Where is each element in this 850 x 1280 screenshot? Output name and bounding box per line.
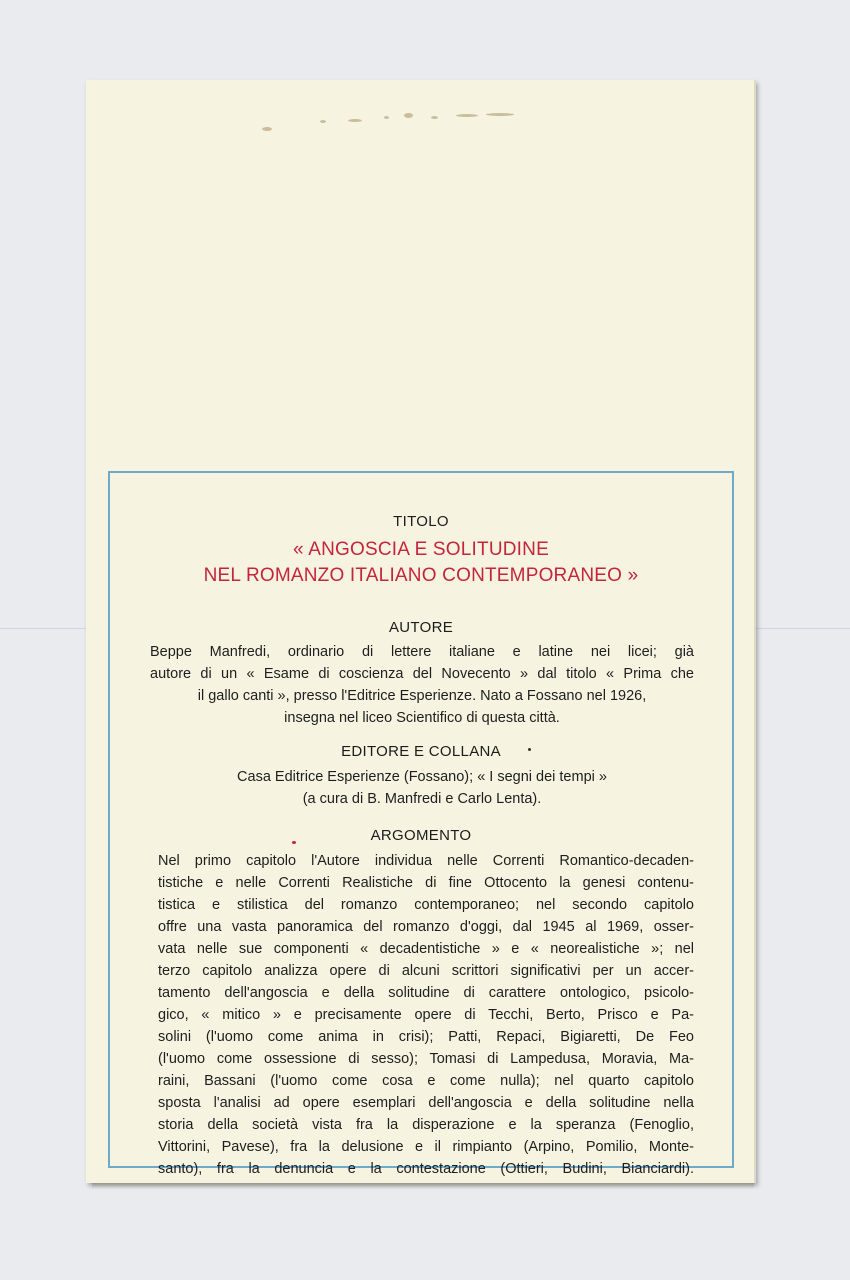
argomento-heading: ARGOMENTO — [370, 827, 472, 844]
autore-text — [150, 641, 694, 729]
argomento-line: solini (l'uomo come anima in crisi); Patti, Repaci, Bigiaretti, De Feo — [158, 1029, 694, 1045]
autore-line: autore di un « Esame di coscienza del Novecento » dal titolo « Prima che — [150, 666, 694, 682]
argomento-line: (l'uomo come ossessione di sesso); Tomasi di Lampedusa, Moravia, Ma- — [158, 1051, 694, 1067]
argomento-line: storia della società vista fra la disperazione e la speranza (Fenoglio, — [158, 1117, 694, 1133]
argomento-line: sposta l'analisi ad opere esemplari dell'angoscia e della solitudine nella — [158, 1095, 694, 1111]
paper-speckle — [486, 113, 514, 116]
paper-speckle — [404, 113, 413, 118]
info-panel — [108, 471, 734, 1177]
paper-speckle — [348, 119, 362, 122]
argomento-line: tamento dell'angoscia e della solitudine di carattere ontologico, psicolo- — [158, 985, 694, 1001]
argomento-line: tistica e stilistica del romanzo contemporaneo; nel secondo capitolo — [158, 897, 694, 913]
autore-line: insegna nel liceo Scientifico di questa città. — [284, 710, 560, 726]
argomento-line: santo), fra la denuncia e la contestazione (Ottieri, Budini, Bianciardi). — [158, 1161, 694, 1177]
argomento-line: Nel primo capitolo l'Autore individua nelle Correnti Romantico-decaden- — [158, 853, 694, 869]
titolo-heading: TITOLO — [393, 513, 449, 530]
paper-speckle — [456, 114, 478, 117]
autore-line: Beppe Manfredi, ordinario di lettere italiane e latine nei licei; già — [150, 644, 694, 660]
paper-speckle — [320, 120, 326, 123]
argomento-line: offre una vasta panoramica del romanzo d'oggi, dal 1945 al 1969, osser- — [158, 919, 694, 935]
argomento-line: terzo capitolo analizza opere di alcuni scrittori significativi per un accer- — [158, 963, 694, 979]
autore-line: il gallo canti », presso l'Editrice Esperienze. Nato a Fossano nel 1926, — [197, 688, 647, 704]
argomento-line: raini, Bassani (l'uomo come cosa e come nulla); nel quarto capitolo — [158, 1073, 694, 1089]
book-title-line-2: NEL ROMANZO ITALIANO CONTEMPORANEO » — [203, 565, 639, 586]
editore-line: (a cura di B. Manfredi e Carlo Lenta). — [302, 791, 542, 807]
argomento-line: gico, « mitico » e precisamente opere di Tecchi, Berto, Prisco e Pa- — [158, 1007, 694, 1023]
editore-heading: EDITORE E COLLANA — [341, 743, 501, 760]
argomento-text — [158, 850, 694, 1180]
paper-speckle — [262, 127, 272, 131]
paper-speckle — [431, 116, 438, 119]
argomento-line: vata nelle sue componenti « decadentistiche » e « neorealistiche »; nel — [158, 941, 694, 957]
book-shadow — [92, 1183, 754, 1189]
paper-speckle — [384, 116, 389, 119]
editore-line: Casa Editrice Esperienze (Fossano); « I segni dei tempi » — [237, 769, 607, 785]
autore-heading: AUTORE — [388, 619, 454, 636]
argomento-line: Vittorini, Pavese), fra la delusione e il rimpianto (Arpino, Pomilio, Monte- — [158, 1139, 694, 1155]
editore-text — [150, 766, 694, 810]
argomento-line: tistiche e nelle Correnti Realistiche di fine Ottocento la genesi contenu- — [158, 875, 694, 891]
book-title-line-1: « ANGOSCIA E SOLITUDINE — [293, 539, 549, 560]
